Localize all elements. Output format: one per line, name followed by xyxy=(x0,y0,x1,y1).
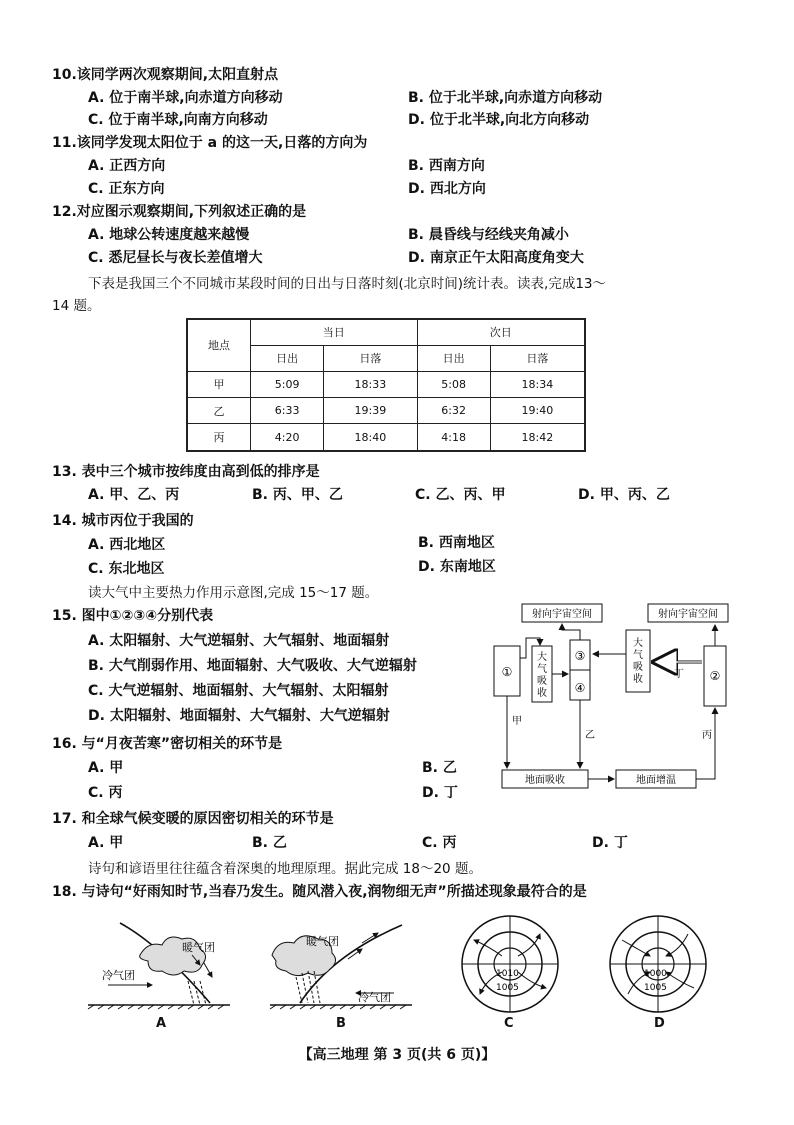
q12-option-c: C. 悉尼昼长与夜长差值增大 xyxy=(88,250,263,266)
row-place: 乙 xyxy=(187,397,251,423)
row-sunrise-2: 6:32 xyxy=(417,397,490,423)
row-sunrise-1: 5:09 xyxy=(251,371,324,397)
intro-15-17: 读大气中主要热力作用示意图,完成 15～17 题。 xyxy=(88,585,379,601)
q16-option-c: C. 丙 xyxy=(88,785,123,801)
sunrise-sunset-table xyxy=(186,318,586,452)
question-18-stem: 18. 与诗句“好雨知时节,当春乃发生。随风潜入夜,润物细无声”所描述现象最符合的是 xyxy=(52,884,587,900)
q14-option-d: D. 东南地区 xyxy=(418,559,496,575)
q17-option-c: C. 丙 xyxy=(422,835,457,851)
row-sunrise-2: 5:08 xyxy=(417,371,490,397)
row-sunset-1: 18:40 xyxy=(324,424,417,451)
space-label-left: 射向宇宙空间 xyxy=(532,609,592,620)
row-sunset-2: 18:34 xyxy=(490,371,585,397)
row-sunrise-1: 6:33 xyxy=(251,397,324,423)
row-sunset-1: 18:33 xyxy=(324,371,417,397)
fig-d-outer-isobar: 1005 xyxy=(644,983,667,993)
q14-option-a: A. 西北地区 xyxy=(88,537,166,553)
label-4: ④ xyxy=(574,681,586,695)
row-sunrise-2: 4:18 xyxy=(417,424,490,451)
header-sunset-2: 日落 xyxy=(490,345,585,371)
q12-option-a: A. 地球公转速度越来越慢 xyxy=(88,227,250,243)
label-bing: 丙 xyxy=(702,730,712,741)
fig-c-outer-isobar: 1005 xyxy=(496,983,519,993)
q16-option-b: B. 乙 xyxy=(422,760,457,776)
intro-18-20: 诗句和谚语里往往蕴含着深奥的地理原理。据此完成 18～20 题。 xyxy=(88,861,482,877)
label-2: ② xyxy=(709,669,721,683)
figure-a-warm-front xyxy=(80,915,240,1015)
absorb-label-right: 大气吸收 xyxy=(633,638,643,685)
page-footer: 【高三地理 第 3 页(共 6 页)】 xyxy=(298,1047,496,1063)
header-sunrise-2: 日出 xyxy=(417,345,490,371)
row-sunset-1: 19:39 xyxy=(324,397,417,423)
table-row xyxy=(187,397,585,423)
q15-option-a: A. 太阳辐射、大气逆辐射、大气辐射、地面辐射 xyxy=(88,633,390,649)
q11-option-c: C. 正东方向 xyxy=(88,181,165,197)
row-place: 甲 xyxy=(187,371,251,397)
fig-b-warm-label: 暖气团 xyxy=(306,935,339,948)
space-label-right: 射向宇宙空间 xyxy=(658,609,718,620)
question-13-stem: 13. 表中三个城市按纬度由高到低的排序是 xyxy=(52,464,320,480)
q13-option-c: C. 乙、丙、甲 xyxy=(415,487,506,503)
q15-option-b: B. 大气削弱作用、地面辐射、大气吸收、大气逆辐射 xyxy=(88,658,417,674)
header-day2: 次日 xyxy=(417,319,585,345)
label-3: ③ xyxy=(574,649,586,663)
q17-option-a: A. 甲 xyxy=(88,835,124,851)
q16-option-a: A. 甲 xyxy=(88,760,124,776)
q10-option-d: D. 位于北半球,向北方向移动 xyxy=(408,112,590,128)
row-sunset-2: 18:42 xyxy=(490,424,585,451)
fig-c-label: C xyxy=(504,1016,514,1031)
question-17-stem: 17. 和全球气候变暖的原因密切相关的环节是 xyxy=(52,811,334,827)
fig-d-inner-isobar: 1000 xyxy=(644,969,667,979)
q16-option-d: D. 丁 xyxy=(422,785,458,801)
header-day1: 当日 xyxy=(251,319,418,345)
row-sunrise-1: 4:20 xyxy=(251,424,324,451)
fig-a-cold-label: 冷气团 xyxy=(102,969,135,982)
fig-a-warm-label: 暖气团 xyxy=(182,941,215,954)
q17-option-d: D. 丁 xyxy=(592,835,628,851)
question-12-stem: 12.对应图示观察期间,下列叙述正确的是 xyxy=(52,204,307,220)
q13-option-b: B. 丙、甲、乙 xyxy=(252,487,343,503)
q15-option-c: C. 大气逆辐射、地面辐射、大气辐射、太阳辐射 xyxy=(88,683,389,699)
question-14-stem: 14. 城市丙位于我国的 xyxy=(52,513,194,529)
ground-absorb-label: 地面吸收 xyxy=(525,775,565,786)
fig-d-label: D xyxy=(654,1016,665,1031)
label-1: ① xyxy=(501,665,513,679)
row-place: 丙 xyxy=(187,424,251,451)
fig-b-label: B xyxy=(336,1016,346,1031)
q17-option-b: B. 乙 xyxy=(252,835,287,851)
row-sunset-2: 19:40 xyxy=(490,397,585,423)
table-row xyxy=(187,424,585,451)
q14-option-b: B. 西南地区 xyxy=(418,535,495,551)
fig-b-cold-label: 冷气团 xyxy=(358,991,391,1004)
figure-d-pressure-system xyxy=(600,912,716,1016)
header-sunset-1: 日落 xyxy=(324,345,417,371)
q14-option-c: C. 东北地区 xyxy=(88,561,165,577)
fig-c-inner-isobar: 1010 xyxy=(496,969,519,979)
label-yi: 乙 xyxy=(585,730,595,741)
q11-option-b: B. 西南方向 xyxy=(408,158,485,174)
q10-option-c: C. 位于南半球,向南方向移动 xyxy=(88,112,268,128)
q13-option-a: A. 甲、乙、丙 xyxy=(88,487,180,503)
intro-13-14-line2: 14 题。 xyxy=(52,298,101,314)
intro-13-14-line1: 下表是我国三个不同城市某段时间的日出与日落时刻(北京时间)统计表。读表,完成13～ xyxy=(88,276,607,292)
figure-b-cold-front xyxy=(262,915,422,1015)
atmosphere-heat-diagram xyxy=(490,598,740,798)
q13-option-d: D. 甲、丙、乙 xyxy=(578,487,670,503)
q12-option-d: D. 南京正午太阳高度角变大 xyxy=(408,250,584,266)
header-place: 地点 xyxy=(187,319,251,371)
q11-option-d: D. 西北方向 xyxy=(408,181,486,197)
q12-option-b: B. 晨昏线与经线夹角减小 xyxy=(408,227,569,243)
figure-c-pressure-system xyxy=(452,912,568,1016)
header-sunrise-1: 日出 xyxy=(251,345,324,371)
absorb-label-left: 大气吸收 xyxy=(537,652,547,699)
question-15-stem: 15. 图中①②③④分别代表 xyxy=(52,608,214,624)
label-jia: 甲 xyxy=(512,716,522,727)
table-row xyxy=(187,371,585,397)
ground-warm-label: 地面增温 xyxy=(636,775,676,786)
q15-option-d: D. 太阳辐射、地面辐射、大气辐射、大气逆辐射 xyxy=(88,708,390,724)
question-16-stem: 16. 与“月夜苦寒”密切相关的环节是 xyxy=(52,736,283,752)
label-ding: 丁 xyxy=(674,669,684,680)
fig-a-label: A xyxy=(156,1016,167,1031)
question-10-stem: 10.该同学两次观察期间,太阳直射点 xyxy=(52,67,279,83)
q10-option-b: B. 位于北半球,向赤道方向移动 xyxy=(408,90,603,106)
q10-option-a: A. 位于南半球,向赤道方向移动 xyxy=(88,90,283,106)
q11-option-a: A. 正西方向 xyxy=(88,158,166,174)
question-11-stem: 11.该同学发现太阳位于 a 的这一天,日落的方向为 xyxy=(52,135,368,151)
